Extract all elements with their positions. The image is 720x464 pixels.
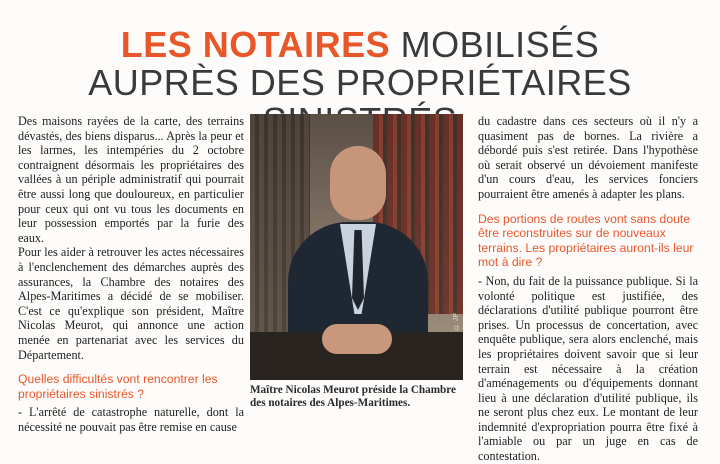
headline-rest: MOBILISÉS [390, 24, 600, 65]
headline-line-2: AUPRÈS DES PROPRIÉTAIRES [88, 62, 632, 103]
second-paragraph: Pour les aider à retrouver les actes nécessaires à l'enclenchement des démarches auprès des assurances, la Chambre des notaires des Alpes-Maritimes a décidé de se mobiliser. C'est ce qu'explique son président, Maître Nicolas Meurot, qui annonce une action menée en partenariat avec les services du Département. [18, 245, 244, 362]
photo-credit: © JP [453, 312, 460, 330]
headline-accent: LES NOTAIRES [120, 24, 391, 65]
person-hands [322, 324, 392, 354]
person-head [330, 146, 386, 220]
question-2: Des portions de routes vont sans doute être reconstruites sur de nouveaux terrains. Les propriétaires auront-ils leur mot à dire ? [478, 211, 694, 270]
intro-paragraph: Des maisons rayées de la carte, des terrains dévastés, des biens disparus... Après la peur et les larmes, les intempéries du 2 octobre contraignent désormais les propriétaires des vallées à un périple administratif qui pourrait être aussi long que douloureux, en particulier pour ceux qui ont vu tous les documents en leur possession emportés par la furie des eaux. [18, 114, 244, 245]
photo-caption: Maître Nicolas Meurot préside la Chambre des notaires des Alpes-Maritimes. [250, 384, 457, 410]
answer-2: - Non, du fait de la puissance publique. Si la volonté politique est justifiée, des déclarations d'utilité publique pourront être prises. Un processus de concertation, avec enquête publique, sera alors enclenché, mais les propriétaires doivent savoir que si leur terrain est nécessaire à la création d'aménagements ou d'équipements donnant lieu à une déclaration d'utilité publique, ils ne seront plus chez eux. Le montant de leur indemnité d'expropriation pourra être fixé à l'amiable ou par un juge en cas de contestation. [478, 273, 698, 464]
right-column [478, 114, 698, 464]
headline-line-1 [0, 26, 720, 64]
question-1: Quelles difficultés vont rencontrer les propriétaires sinistrés ? [18, 372, 218, 401]
left-column [18, 114, 244, 434]
portrait-photo [250, 114, 463, 380]
continuation-paragraph: du cadastre dans ces secteurs où il n'y a quasiment pas de bornes. La rivière a débordé puis s'est retirée. Dans l'hypothèse où serait observé un dévoiement manifeste d'un cours d'eau, les services fonciers pourraient être amenés à adapter les plans. [478, 114, 698, 201]
answer-1-start: - L'arrêté de catastrophe naturelle, dont la nécessité ne pouvait pas être remise en cause [18, 405, 244, 434]
